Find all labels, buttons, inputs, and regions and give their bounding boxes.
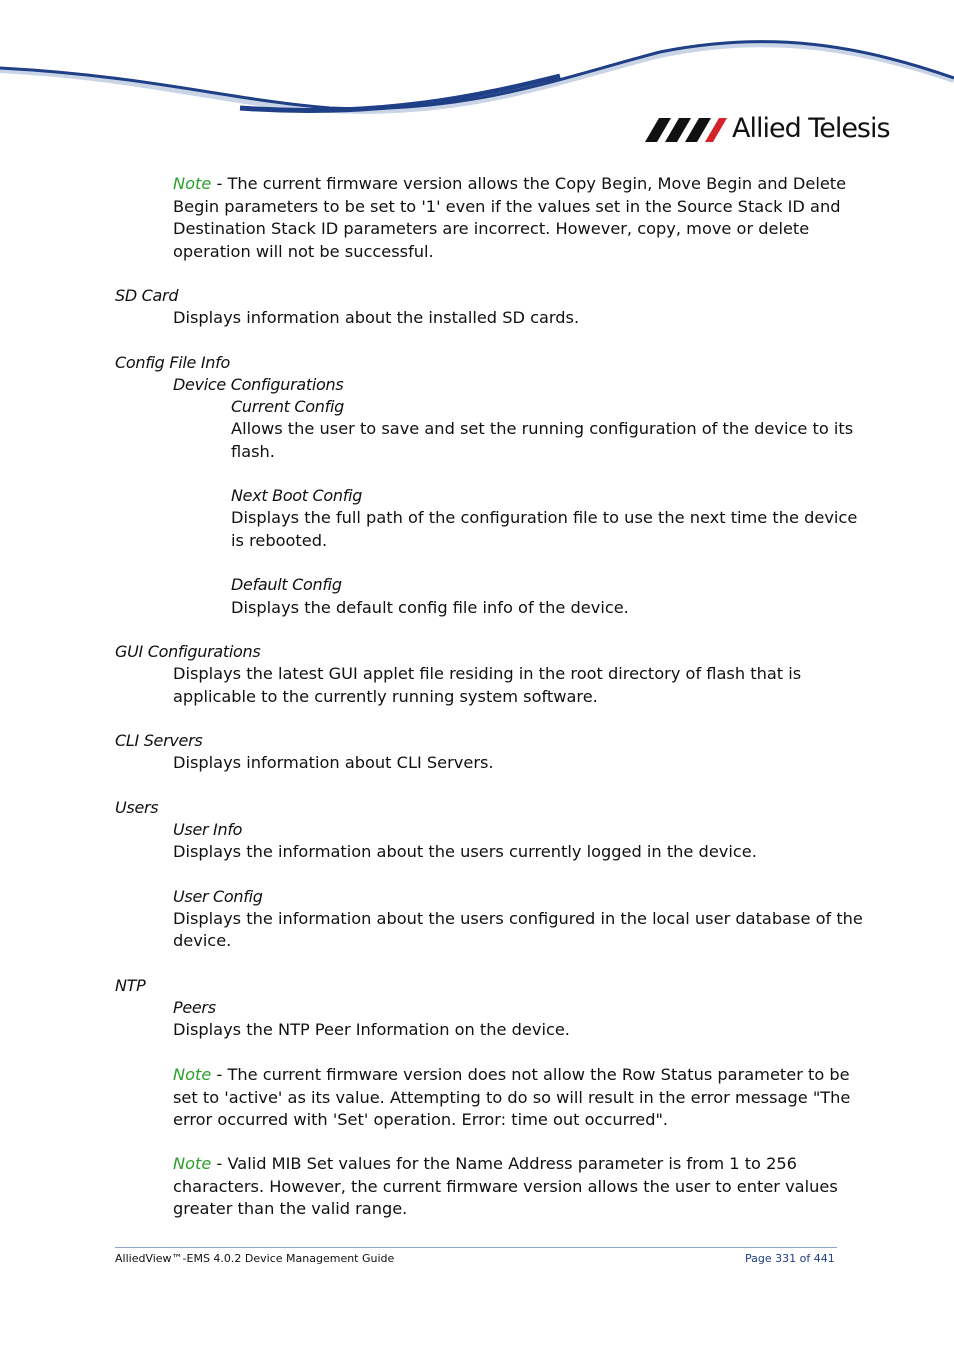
section-heading-gui-configurations: GUI Configurations: [115, 642, 261, 661]
subheading-default-config: Default Config: [231, 575, 342, 594]
note-paragraph: Note - The current firmware version does not allow the Row Status parameter to be: [173, 1065, 850, 1084]
note-line: set to 'active' as its value. Attempting to do so will result in the error message "The: [173, 1088, 851, 1107]
section-text: Displays information about the installed SD cards.: [173, 308, 580, 327]
section-text: is rebooted.: [231, 531, 328, 550]
section-text: Allows the user to save and set the running configuration of the device to its: [231, 419, 854, 438]
note-line: greater than the valid range.: [173, 1199, 408, 1218]
section-text: Displays information about CLI Servers.: [173, 753, 494, 772]
note-paragraph: Note - The current firmware version allows the Copy Begin, Move Begin and Delete: [173, 174, 847, 193]
section-text: Displays the full path of the configuration file to use the next time the device: [231, 508, 858, 527]
footer-page-number: Page 331 of 441: [745, 1252, 835, 1265]
note-paragraph: Note - Valid MIB Set values for the Name Address parameter is from 1 to 256: [173, 1154, 797, 1173]
footer-divider: [115, 1247, 837, 1248]
subheading-next-boot-config: Next Boot Config: [231, 486, 363, 505]
section-text: Displays the default config file info of the device.: [231, 598, 629, 617]
note-label: Note: [173, 1154, 212, 1173]
allied-telesis-logo: [645, 112, 900, 146]
section-text: applicable to the currently running system software.: [173, 687, 598, 706]
section-heading-config-file-info: Config File Info: [115, 353, 230, 372]
section-heading-ntp: NTP: [115, 976, 146, 995]
note-line: characters. However, the current firmware version allows the user to enter values: [173, 1177, 838, 1196]
section-heading-users: Users: [115, 798, 159, 817]
note-line: operation will not be successful.: [173, 242, 434, 261]
subheading-device-configurations: Device Configurations: [173, 375, 344, 394]
note-line: error occurred with 'Set' operation. Error: time out occurred".: [173, 1110, 669, 1129]
section-text: device.: [173, 931, 232, 950]
section-text: Displays the information about the users configured in the local user database of the: [173, 909, 863, 928]
section-text: Displays the NTP Peer Information on the device.: [173, 1020, 570, 1039]
subheading-user-config: User Config: [173, 887, 263, 906]
note-line: Begin parameters to be set to '1' even if the values set in the Source Stack ID and: [173, 197, 841, 216]
section-text: flash.: [231, 442, 275, 461]
subheading-peers: Peers: [173, 998, 216, 1017]
logo-text: Allied Telesis: [732, 113, 890, 144]
note-line: Destination Stack ID parameters are incorrect. However, copy, move or delete: [173, 219, 810, 238]
section-text: Displays the latest GUI applet file residing in the root directory of flash that is: [173, 664, 802, 683]
subheading-current-config: Current Config: [231, 397, 344, 416]
section-text: Displays the information about the users currently logged in the device.: [173, 842, 757, 861]
note-label: Note: [173, 174, 212, 193]
subheading-user-info: User Info: [173, 820, 243, 839]
footer-document-title: AlliedView™-EMS 4.0.2 Device Management Guide: [115, 1252, 395, 1265]
logo-mark-icon: [645, 114, 727, 144]
section-heading-sd-card: SD Card: [115, 286, 179, 305]
section-heading-cli-servers: CLI Servers: [115, 731, 203, 750]
note-label: Note: [173, 1065, 212, 1084]
